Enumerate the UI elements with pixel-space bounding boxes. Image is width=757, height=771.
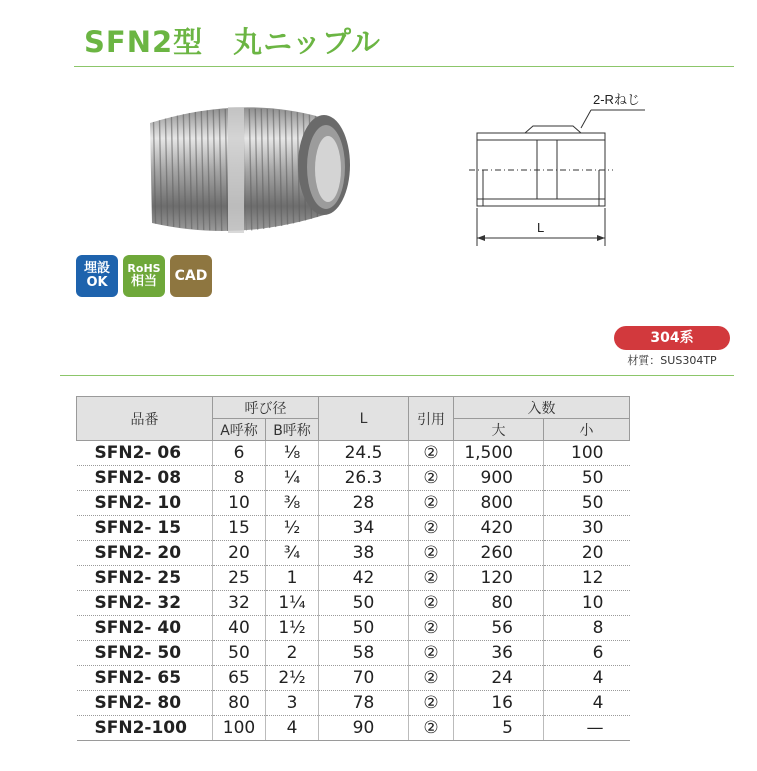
thread-label: 2-Rねじ (593, 92, 640, 107)
cell-qty-large: 120 (454, 566, 544, 591)
cell-nominal-b: ⅛ (266, 441, 319, 466)
cell-length: 78 (319, 691, 409, 716)
cell-qty-large: 900 (454, 466, 544, 491)
cell-nominal-a: 80 (213, 691, 266, 716)
cell-length: 28 (319, 491, 409, 516)
cell-part-no: SFN2-100 (77, 716, 213, 741)
header-part-no: 品番 (77, 397, 213, 441)
table-row (77, 441, 630, 466)
dimension-drawing (455, 88, 665, 253)
header-nominal: 呼び径 (213, 397, 319, 419)
cell-ref: ② (409, 641, 454, 666)
header-length: L (319, 397, 409, 441)
cell-qty-large: 1,500 (454, 441, 544, 466)
cell-qty-large: 24 (454, 666, 544, 691)
cell-qty-small: 20 (544, 541, 630, 566)
table-row (77, 491, 630, 516)
table-row (77, 466, 630, 491)
cell-length: 34 (319, 516, 409, 541)
cell-qty-small: — (544, 716, 630, 741)
cell-nominal-b: ½ (266, 516, 319, 541)
cell-part-no: SFN2- 06 (77, 441, 213, 466)
header-qty: 入数 (454, 397, 630, 419)
cell-part-no: SFN2- 32 (77, 591, 213, 616)
cell-part-no: SFN2- 50 (77, 641, 213, 666)
table-row (77, 691, 630, 716)
cell-qty-large: 420 (454, 516, 544, 541)
cell-nominal-b: 1 (266, 566, 319, 591)
cell-ref: ② (409, 616, 454, 641)
cell-length: 38 (319, 541, 409, 566)
cell-ref: ② (409, 566, 454, 591)
cell-nominal-b: 1¼ (266, 591, 319, 616)
cell-qty-small: 100 (544, 441, 630, 466)
product-photo (140, 95, 360, 245)
cell-qty-small: 50 (544, 491, 630, 516)
cell-nominal-a: 32 (213, 591, 266, 616)
cell-qty-large: 5 (454, 716, 544, 741)
cell-length: 58 (319, 641, 409, 666)
cell-part-no: SFN2- 15 (77, 516, 213, 541)
cell-part-no: SFN2- 65 (77, 666, 213, 691)
cell-length: 26.3 (319, 466, 409, 491)
cell-part-no: SFN2- 10 (77, 491, 213, 516)
cell-ref: ② (409, 716, 454, 741)
table-row (77, 516, 630, 541)
cell-ref: ② (409, 441, 454, 466)
cell-qty-small: 4 (544, 666, 630, 691)
cell-qty-small: 8 (544, 616, 630, 641)
cell-length: 50 (319, 591, 409, 616)
material-series: 304系 (614, 326, 730, 350)
cell-qty-large: 36 (454, 641, 544, 666)
cell-part-no: SFN2- 25 (77, 566, 213, 591)
product-name: 丸ニップル (233, 25, 381, 59)
cell-nominal-b: 3 (266, 691, 319, 716)
material-note: 材質：SUS304TP (627, 354, 717, 367)
material-box (614, 326, 730, 368)
cell-nominal-a: 40 (213, 616, 266, 641)
cell-qty-large: 800 (454, 491, 544, 516)
cell-nominal-b: ¼ (266, 466, 319, 491)
table-row (77, 616, 630, 641)
cell-length: 70 (319, 666, 409, 691)
length-label: L (537, 220, 545, 235)
table-row (77, 566, 630, 591)
cell-nominal-b: 4 (266, 716, 319, 741)
cell-nominal-a: 50 (213, 641, 266, 666)
cell-nominal-b: 2½ (266, 666, 319, 691)
table-row (77, 716, 630, 741)
cell-length: 90 (319, 716, 409, 741)
cell-qty-large: 56 (454, 616, 544, 641)
page-title (84, 20, 381, 61)
cell-ref: ② (409, 541, 454, 566)
cell-nominal-a: 65 (213, 666, 266, 691)
header-nominal-a: A呼称 (213, 419, 266, 441)
cell-qty-large: 260 (454, 541, 544, 566)
cell-length: 50 (319, 616, 409, 641)
header-qty-large: 大 (454, 419, 544, 441)
cell-qty-small: 4 (544, 691, 630, 716)
section-divider (60, 375, 734, 376)
spec-table (76, 396, 630, 741)
cell-qty-large: 80 (454, 591, 544, 616)
table-row (77, 641, 630, 666)
cell-ref: ② (409, 591, 454, 616)
badge-rohs: RoHS 相当 (123, 255, 165, 297)
cell-ref: ② (409, 466, 454, 491)
cell-length: 24.5 (319, 441, 409, 466)
header-nominal-b: B呼称 (266, 419, 319, 441)
cell-nominal-a: 20 (213, 541, 266, 566)
cell-ref: ② (409, 516, 454, 541)
model-code: SFN2型 (84, 25, 204, 59)
cell-qty-small: 30 (544, 516, 630, 541)
cell-nominal-a: 25 (213, 566, 266, 591)
cell-qty-small: 10 (544, 591, 630, 616)
cell-nominal-b: 1½ (266, 616, 319, 641)
table-row (77, 541, 630, 566)
cell-nominal-a: 8 (213, 466, 266, 491)
cell-nominal-b: ⅜ (266, 491, 319, 516)
cell-nominal-a: 10 (213, 491, 266, 516)
header-qty-small: 小 (544, 419, 630, 441)
cell-nominal-b: 2 (266, 641, 319, 666)
cell-qty-small: 12 (544, 566, 630, 591)
cell-nominal-a: 6 (213, 441, 266, 466)
table-row (77, 666, 630, 691)
cell-qty-small: 50 (544, 466, 630, 491)
cell-part-no: SFN2- 80 (77, 691, 213, 716)
cell-qty-small: 6 (544, 641, 630, 666)
cell-length: 42 (319, 566, 409, 591)
cell-part-no: SFN2- 40 (77, 616, 213, 641)
badge-cad[interactable]: CAD (170, 255, 212, 297)
cell-nominal-a: 15 (213, 516, 266, 541)
cell-nominal-a: 100 (213, 716, 266, 741)
cell-qty-large: 16 (454, 691, 544, 716)
cell-part-no: SFN2- 20 (77, 541, 213, 566)
cell-nominal-b: ¾ (266, 541, 319, 566)
cell-ref: ② (409, 666, 454, 691)
title-divider (74, 66, 734, 67)
cell-ref: ② (409, 691, 454, 716)
header-ref: 引用 (409, 397, 454, 441)
badge-burial-ok: 埋設 OK (76, 255, 118, 297)
feature-badges (76, 255, 212, 297)
cell-part-no: SFN2- 08 (77, 466, 213, 491)
table-row (77, 591, 630, 616)
cell-ref: ② (409, 491, 454, 516)
